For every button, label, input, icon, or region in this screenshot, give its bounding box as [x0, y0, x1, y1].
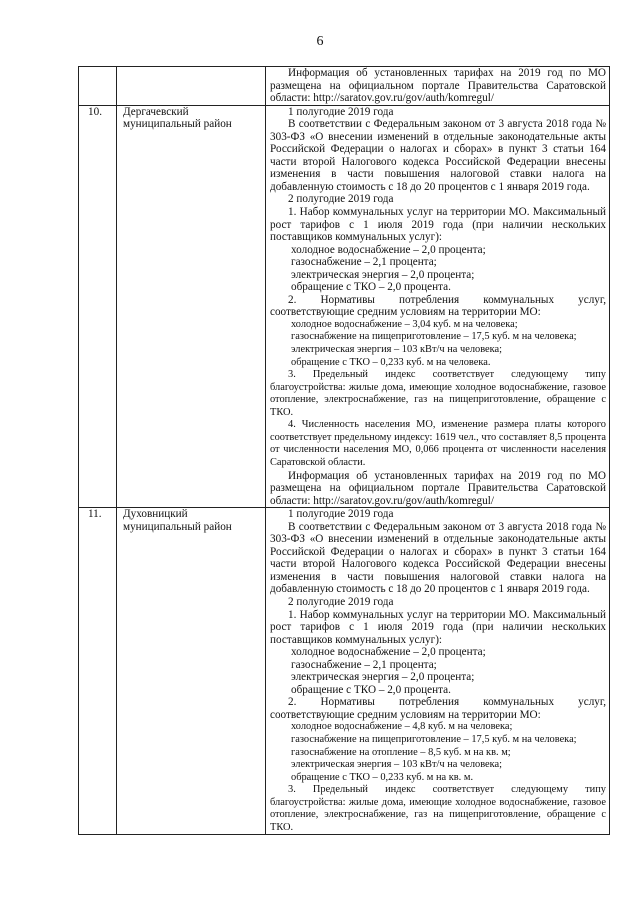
tariff-item: электрическая энергия – 2,0 процента; — [291, 671, 475, 684]
number-cell — [79, 105, 117, 508]
period-heading: 1 полугодие 2019 года — [288, 105, 394, 118]
norm-item: холодное водоснабжение – 4,8 куб. м на человека; — [291, 721, 513, 733]
row-number: 10. — [88, 105, 102, 118]
tariff-item: газоснабжение – 2,1 процента; — [291, 256, 437, 269]
table-row-11 — [79, 508, 610, 835]
info-paragraph: В соответствии с Федеральным законом от 3 августа 2018 года № 303-ФЗ «О внесении изменений в отдельные законодательные акты Российской Федерации о налогах и сборах» в пункт 3 статьи 164 части второй Налогового кодекса Российской Федерации внесены изменения в части повышения налоговой ставки налога на добавленную стоимость с 18 до 20 процентов с 1 января 2019 года. — [270, 520, 606, 596]
number-cell — [79, 508, 117, 835]
tariff-item: холодное водоснабжение – 2,0 процента; — [291, 243, 486, 256]
district-cell — [117, 508, 266, 835]
info-paragraph: 4. Численность населения МО, изменение размера платы которого соответствует предельному индексу: 1619 чел., что составляет 8,5 процента от численности населения МО, 0,066 процента от численности населения Саратовской области. — [270, 419, 606, 468]
number-cell — [79, 67, 117, 106]
norm-item: газоснабжение на отопление – 8,5 куб. м на кв. м; — [291, 746, 511, 758]
tariff-item: обращение с ТКО – 2,0 процента. — [291, 683, 451, 696]
info-cell — [266, 105, 610, 508]
district-cell — [117, 105, 266, 508]
info-paragraph: Информация об установленных тарифах на 2019 год по МО размещена на официальном портале Правительства Саратовской области: http://saratov.gov.ru/gov/auth/komregul/ — [270, 469, 606, 507]
period-heading: 1 полугодие 2019 года — [288, 508, 394, 521]
info-paragraph: 1. Набор коммунальных услуг на территории МО. Максимальный рост тарифов с 1 июля 2019 года (при наличии нескольких поставщиков коммунальных услуг): — [270, 608, 606, 646]
norm-item: газоснабжение на пищеприготовление – 17,5 куб. м на человека; — [291, 331, 577, 343]
norm-item: холодное водоснабжение – 3,04 куб. м на человека; — [291, 318, 518, 330]
page-number: 6 — [316, 34, 324, 49]
info-paragraph: В соответствии с Федеральным законом от 3 августа 2018 года № 303-ФЗ «О внесении изменений в отдельные законодательные акты Российской Федерации о налогах и сборах» в пункт 3 статьи 164 части второй Налогового кодекса Российской Федерации внесены изменения в части повышения налоговой ставки налога на добавленную стоимость с 18 до 20 процентов с 1 января 2019 года. — [270, 118, 606, 193]
tariff-item: электрическая энергия – 2,0 процента; — [291, 268, 475, 281]
norm-item: электрическая энергия – 103 кВт/ч на человека; — [291, 344, 503, 356]
info-paragraph: 2. Нормативы потребления коммунальных услуг, соответствующие средним условиям на территории МО: — [270, 696, 606, 721]
norm-item: обращение с ТКО – 0,233 куб. м на кв. м. — [291, 771, 474, 783]
period-heading: 2 полугодие 2019 года — [288, 595, 394, 608]
tariff-item: обращение с ТКО – 2,0 процента. — [291, 281, 451, 294]
district-name: Духовницкий муниципальный район — [123, 508, 232, 533]
info-paragraph: 3. Предельный индекс соответствует следующему типу благоустройства: жилые дома, имеющие холодное водоснабжение, газовое отопление, электроснабжение, газ на пищеприготовление, обращение с ТКО. — [270, 369, 606, 418]
info-cell — [266, 508, 610, 835]
tariff-table — [78, 66, 610, 835]
table-row-continuation — [79, 67, 610, 106]
norm-item: газоснабжение на пищеприготовление – 17,5 куб. м на человека; — [291, 733, 577, 745]
norm-item: обращение с ТКО – 0,233 куб. м на человека. — [291, 356, 491, 368]
info-paragraph: 1. Набор коммунальных услуг на территории МО. Максимальный рост тарифов с 1 июля 2019 года (при наличии нескольких поставщиков коммунальных услуг): — [270, 206, 606, 244]
tariff-item: холодное водоснабжение – 2,0 процента; — [291, 646, 486, 659]
row-number: 11. — [88, 508, 102, 521]
info-paragraph: 2. Нормативы потребления коммунальных услуг, соответствующие средним условиям на территории МО: — [270, 293, 606, 319]
period-heading: 2 полугодие 2019 года — [288, 193, 394, 206]
norm-item: электрическая энергия – 103 кВт/ч на человека; — [291, 759, 503, 771]
district-name: Дергачевский муниципальный район — [123, 105, 232, 131]
tariff-item: газоснабжение – 2,1 процента; — [291, 658, 437, 671]
table-row-10 — [79, 105, 610, 508]
district-cell — [117, 67, 266, 106]
info-paragraph: Информация об установленных тарифах на 2019 год по МО размещена на официальном портале Правительства Саратовской области: http://saratov.gov.ru/gov/auth/komregul/ — [270, 67, 606, 105]
info-cell — [266, 67, 610, 106]
info-paragraph: 3. Предельный индекс соответствует следующему типу благоустройства: жилые дома, имеющие холодное водоснабжение, газовое отопление, электроснабжение, газ на пищеприготовление, обращение с ТКО. — [270, 784, 606, 833]
